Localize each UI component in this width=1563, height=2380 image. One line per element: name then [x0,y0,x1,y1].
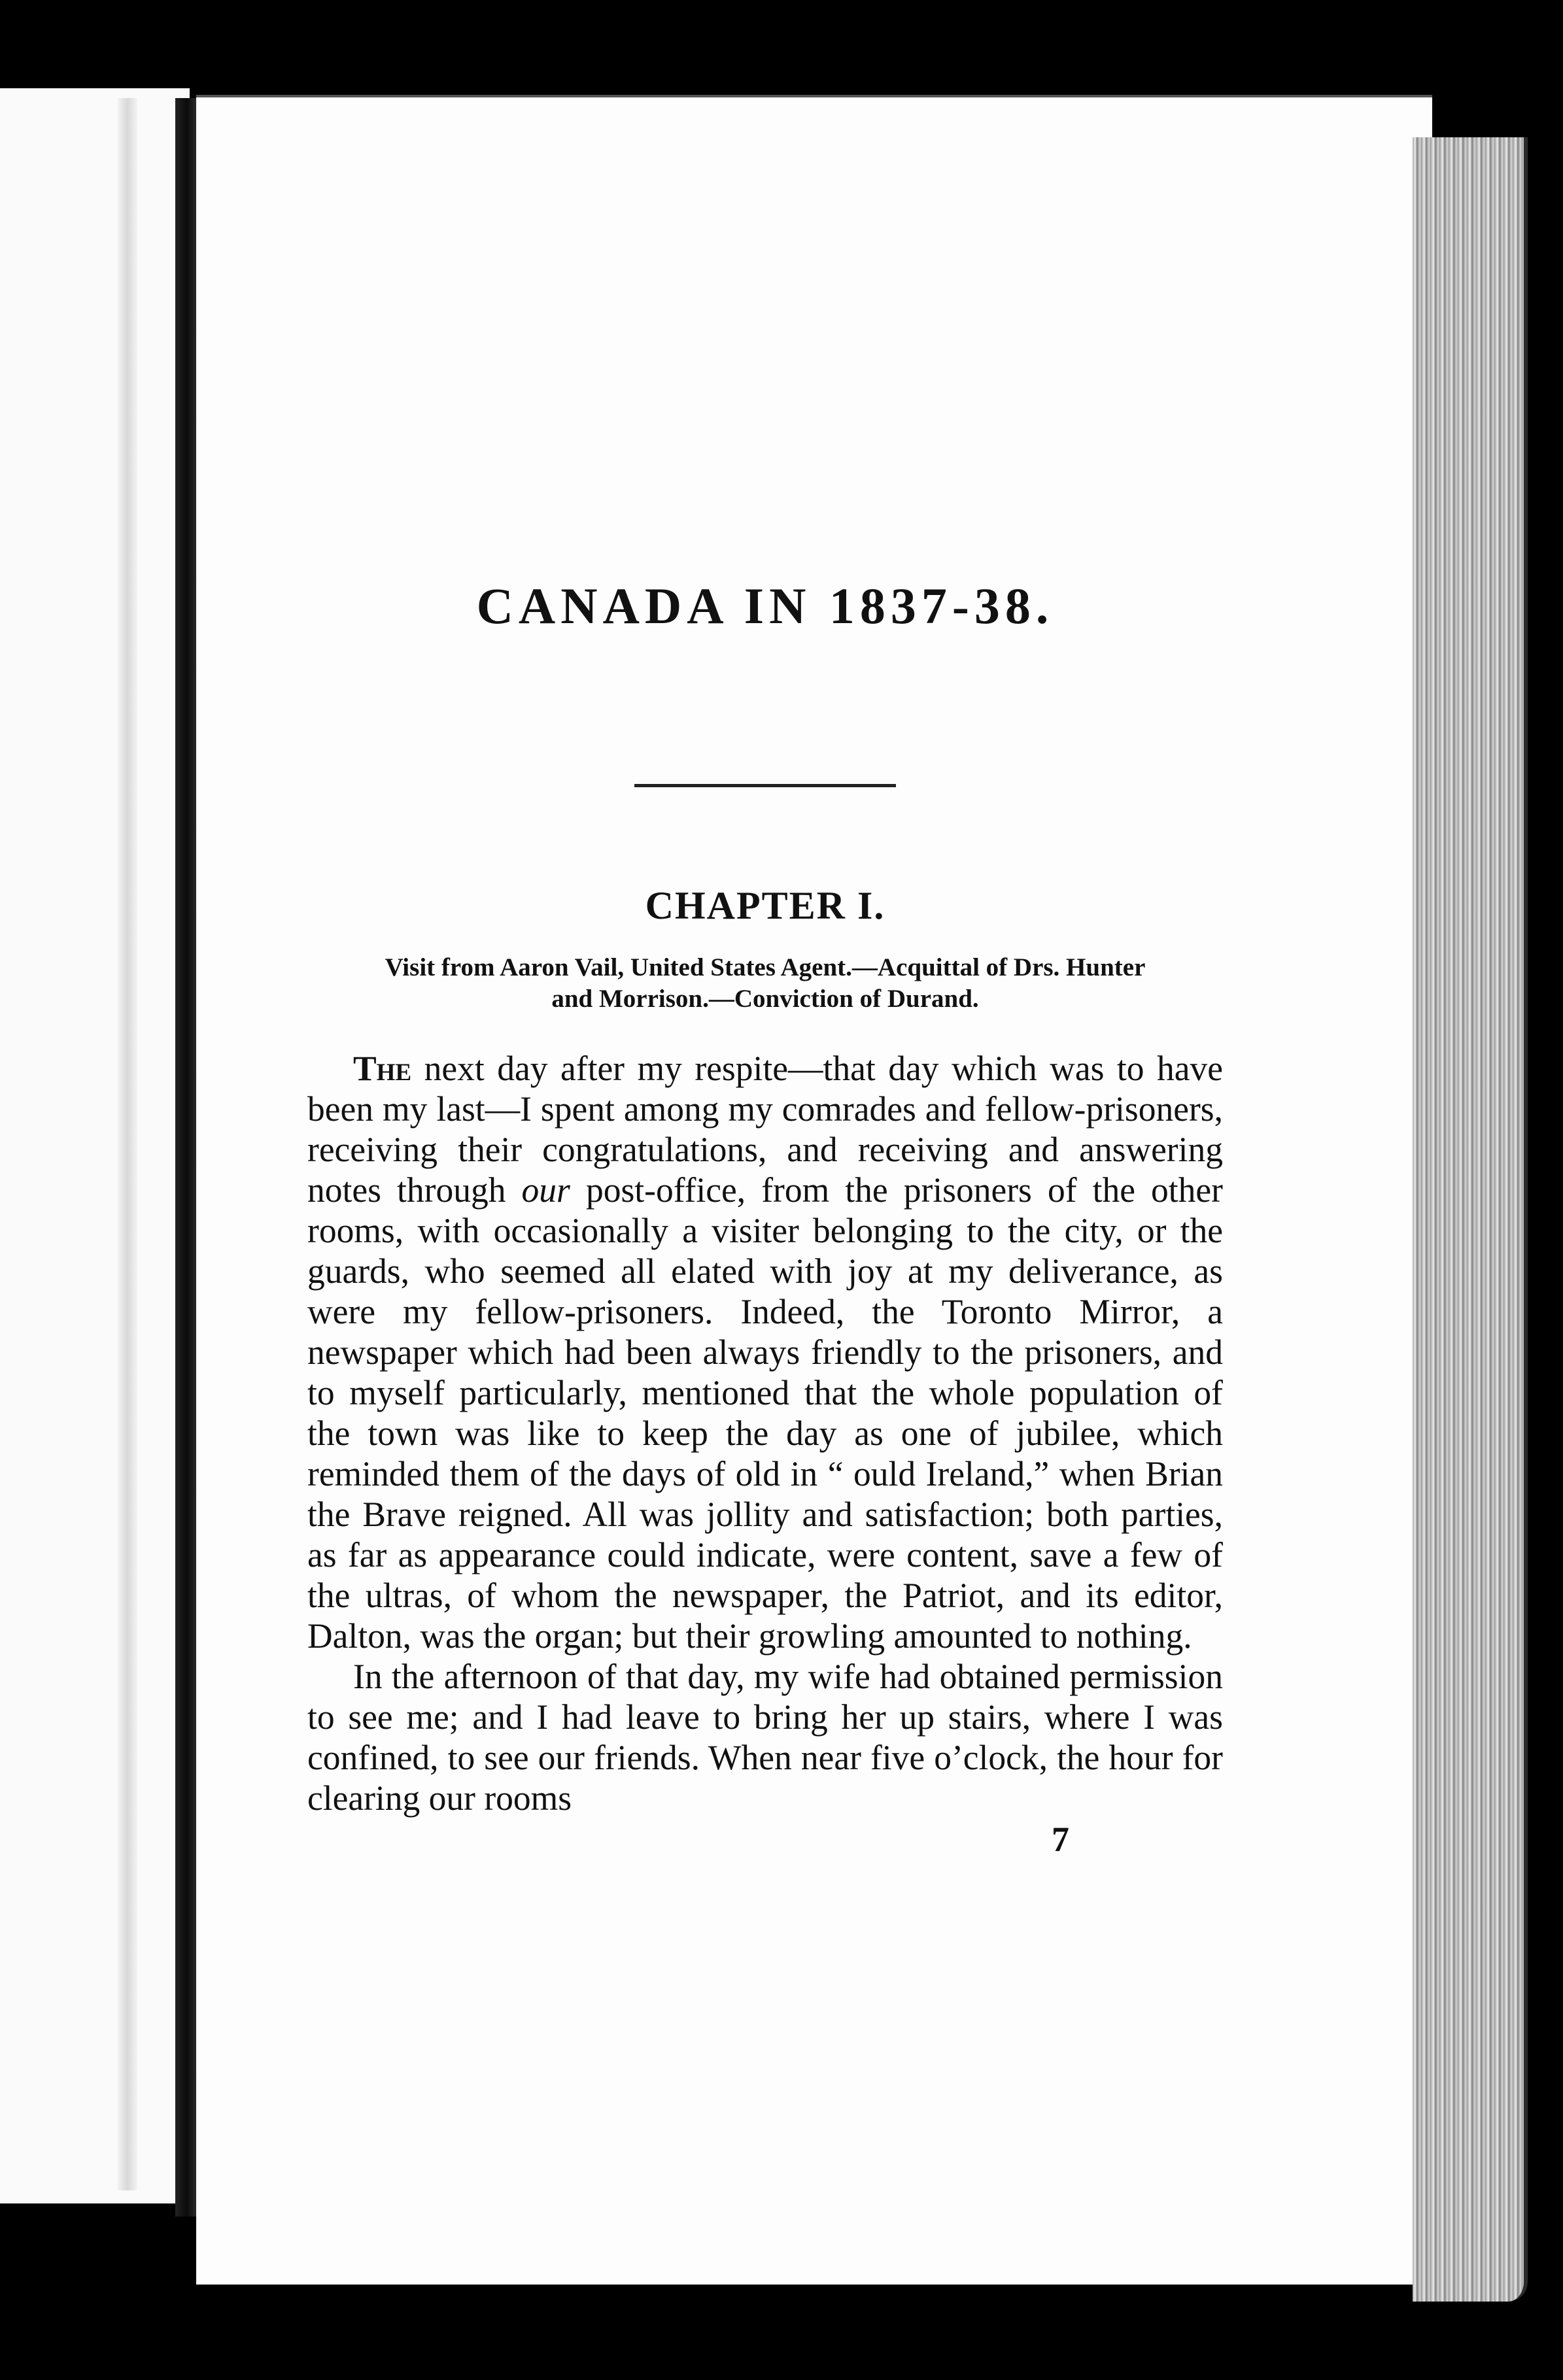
chapter-heading: CHAPTER I. [645,883,885,927]
page-number: 7 [1052,1820,1069,1860]
book-title: CANADA IN 1837-38. [476,577,1054,634]
chapter-summary [307,952,1223,1016]
body-text [307,1048,1223,1818]
page-block-edge [1413,137,1528,2302]
left-page-edge [118,98,137,2190]
paragraph-2: In the afternoon of that day, my wife had obtained permission to see me; and I had leave to bring her up stairs, where I was confined, to see our friends. When near five o’clock, the hour for clearing our rooms [307,1657,1223,1818]
paragraph-lead-word: The [353,1049,412,1089]
title-divider [634,784,896,787]
book-gutter [175,98,199,2217]
left-page [0,88,190,2203]
paragraph-1-part-2: post-office, from the prisoners of the other rooms, with occasionally a visiter belonging to the city, or the guards, who seemed all elated with joy at my deliverance, as were my fellow-prisoners. Indeed, the Toronto Mirror, a newspaper which had been always friendly to the prisoners, and to myself particularly, mentioned that the whole population of the town was like to keep the day as one of jubilee, which reminded them of the days of old in “ ould Ireland,” when Brian the Brave reigned. All was jollity and satisfaction; both parties, as far as appearance could indicate, were content, save a few of the ultras, of whom the newspaper, the Patriot, and its editor, Dalton, was the organ; but their growling amounted to nothing. [307,1170,1223,1656]
chapter-summary-line-1: Visit from Aaron Vail, United States Agent.—Acquittal of Drs. Hunter [385,953,1146,981]
page-content [307,575,1223,1861]
chapter-summary-line-2: and Morrison.—Conviction of Durand. [551,985,979,1013]
paragraph-1-emphasis: our [521,1170,570,1210]
paragraph-1 [307,1048,1223,1656]
paragraph-1-part-1: next day after my respite—that day which was to have been my last—I spent among my comrades and fellow-prisoners, receiving their congratulations, and receiving and answering notes through [307,1049,1223,1210]
